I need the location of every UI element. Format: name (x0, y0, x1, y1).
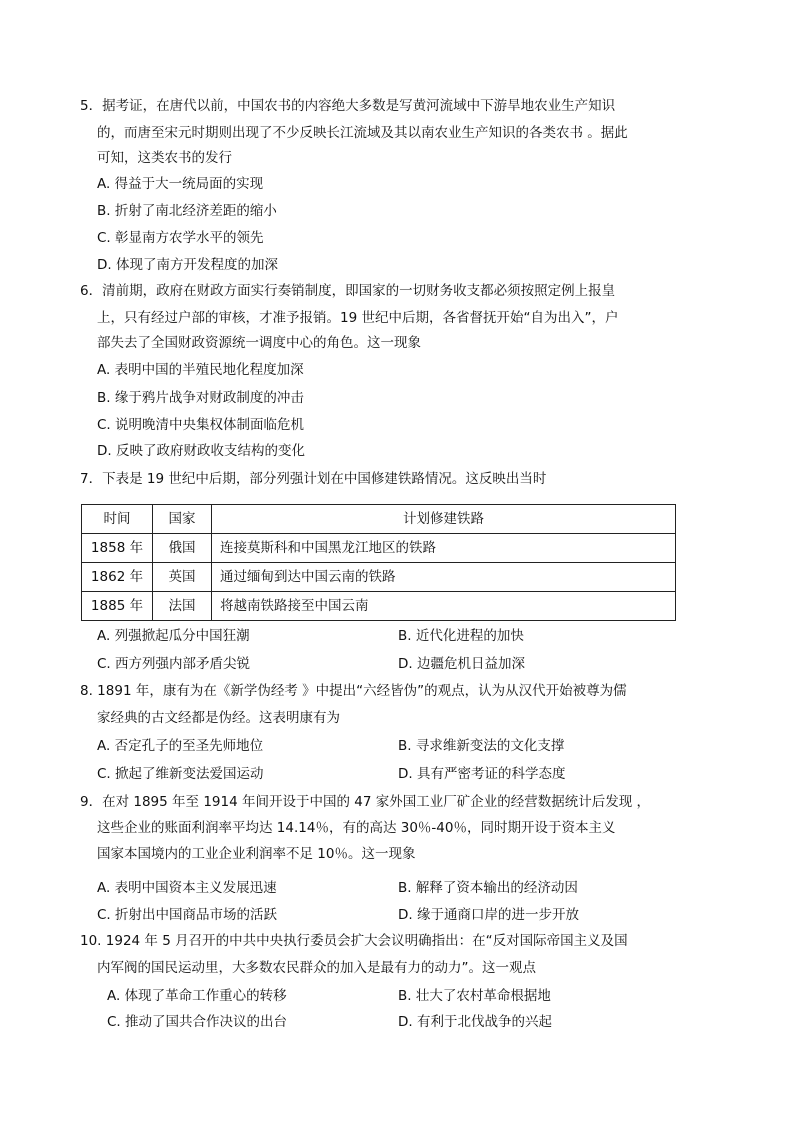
question-5-option-b[interactable]: B. 折射了南北经济差距的缩小 (97, 203, 277, 219)
question-9-stem: 9．在对 1895 年至 1914 年间开设于中国的 47 家外国工业厂矿企业的经营数据统计后发现 ， (80, 794, 651, 810)
question-6-option-d[interactable]: D. 反映了政府财政收支结构的变化 (97, 443, 305, 459)
question-5-stem: 5．据考证，在唐代以前，中国农书的内容绝大多数是写黄河流域中下游旱地农业生产知识 (80, 98, 616, 114)
question-6-option-a[interactable]: A. 表明中国的半殖民地化程度加深 (97, 362, 304, 378)
table-cell: 1885 年 (82, 592, 153, 621)
question-6-stem: 6．清前期，政府在财政方面实行奏销制度，即国家的一切财务收支都必须按照定例上报皇 (80, 283, 616, 299)
table-header-row (82, 505, 676, 534)
question-8-option-d[interactable]: D. 具有严密考证的科学态度 (398, 766, 566, 782)
table-cell: 法国 (153, 592, 212, 621)
question-10-stem: 10. 1924 年 5 月召开的中共中央执行委员会扩大会议明确指出：在“反对国际帝国主义及国 (80, 933, 628, 949)
question-8-option-a[interactable]: A. 否定孔子的至圣先师地位 (97, 738, 264, 754)
question-7-option-d[interactable]: D. 边疆危机日益加深 (398, 656, 525, 672)
table-header-cell: 时间 (82, 505, 153, 534)
question-9-stem-cont: 这些企业的账面利润率平均达 14.14％，有的高达 30％-40％，同时期开设于资本主义 (97, 820, 616, 836)
question-10-option-c[interactable]: C. 推动了国共合作决议的出台 (107, 1014, 288, 1030)
question-5-option-a[interactable]: A. 得益于大一统局面的实现 (97, 176, 264, 192)
table-cell: 1858 年 (82, 534, 153, 563)
question-5-stem-cont: 可知，这类农书的发行 (97, 150, 232, 166)
railway-table (81, 504, 676, 621)
table-row (82, 563, 676, 592)
table-header-cell: 国家 (153, 505, 212, 534)
question-8-option-c[interactable]: C. 掀起了维新变法爱国运动 (97, 766, 264, 782)
question-6-stem-cont: 部失去了全国财政资源统一调度中心的角色。这一现象 (97, 335, 421, 351)
question-7-stem: 7．下表是 19 世纪中后期，部分列强计划在中国修建铁路情况。这反映出当时 (80, 471, 547, 487)
question-10-stem-cont: 内军阀的国民运动里，大多数农民群众的加入是最有力的动力”。这一观点 (97, 960, 536, 976)
question-6-option-b[interactable]: B. 缘于鸦片战争对财政制度的冲击 (97, 390, 304, 406)
table-cell: 将越南铁路接至中国云南 (212, 592, 676, 621)
table-cell: 英国 (153, 563, 212, 592)
question-6-option-c[interactable]: C. 说明晚清中央集权体制面临危机 (97, 417, 305, 433)
question-10-option-d[interactable]: D. 有利于北伐战争的兴起 (398, 1014, 552, 1030)
question-6-stem-cont: 上，只有经过户部的审核，才准予报销。19 世纪中后期，各省督抚开始“自为出入”，户 (97, 310, 619, 326)
question-5-option-c[interactable]: C. 彰显南方农学水平的领先 (97, 230, 264, 246)
table-cell: 俄国 (153, 534, 212, 563)
table-cell: 通过缅甸到达中国云南的铁路 (212, 563, 676, 592)
question-9-option-d[interactable]: D. 缘于通商口岸的进一步开放 (398, 907, 579, 923)
question-9-stem-cont: 国家本国境内的工业企业利润率不足 10％。这一现象 (97, 846, 416, 862)
table-row (82, 592, 676, 621)
table-row (82, 534, 676, 563)
question-8-stem: 8. 1891 年，康有为在《新学伪经考 》中提出“六经皆伪”的观点，认为从汉代开始被尊为儒 (80, 683, 627, 699)
question-9-option-c[interactable]: C. 折射出中国商品市场的活跃 (97, 907, 278, 923)
question-8-option-b[interactable]: B. 寻求维新变法的文化支撑 (398, 738, 565, 754)
question-7-option-b[interactable]: B. 近代化进程的加快 (398, 628, 524, 644)
question-8-stem-cont: 家经典的古文经都是伪经。这表明康有为 (97, 710, 340, 726)
question-7-option-c[interactable]: C. 西方列强内部矛盾尖锐 (97, 656, 251, 672)
question-10-option-b[interactable]: B. 壮大了农村革命根据地 (398, 988, 551, 1004)
table-header-cell: 计划修建铁路 (212, 505, 676, 534)
question-9-option-a[interactable]: A. 表明中国资本主义发展迅速 (97, 880, 277, 896)
question-5-stem-cont: 的，而唐至宋元时期则出现了不少反映长江流域及其以南农业生产知识的各类农书 。据此 (97, 125, 628, 141)
question-10-option-a[interactable]: A. 体现了革命工作重心的转移 (107, 988, 287, 1004)
question-5-option-d[interactable]: D. 体现了南方开发程度的加深 (97, 257, 278, 273)
question-9-option-b[interactable]: B. 解释了资本输出的经济动因 (398, 880, 578, 896)
question-7-option-a[interactable]: A. 列强掀起瓜分中国狂潮 (97, 628, 250, 644)
table-cell: 连接莫斯科和中国黑龙江地区的铁路 (212, 534, 676, 563)
table-cell: 1862 年 (82, 563, 153, 592)
